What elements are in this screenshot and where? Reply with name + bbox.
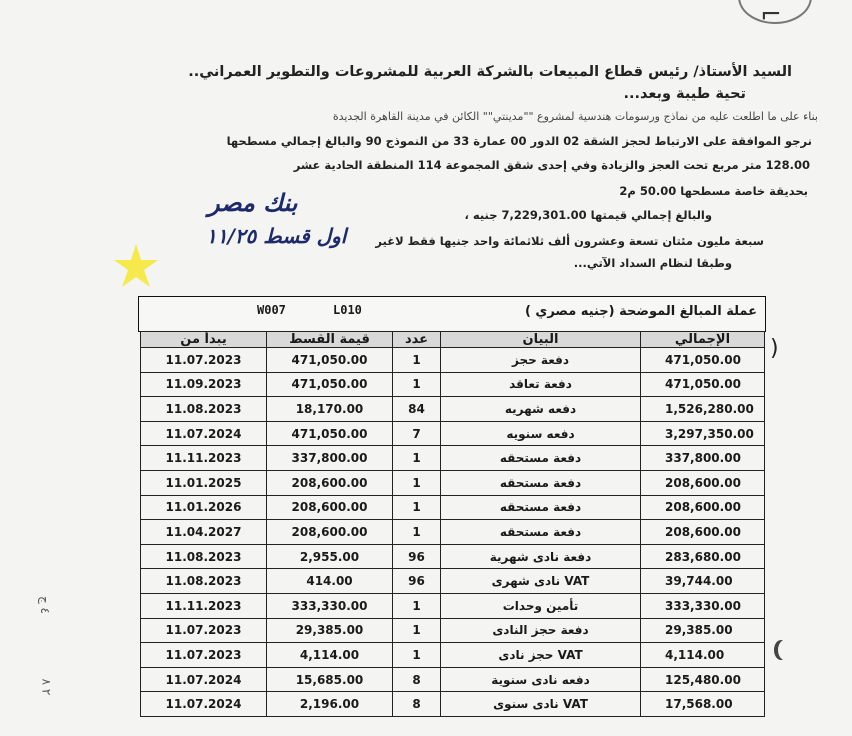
cell-count: 8	[393, 692, 441, 717]
cell-installment-value: 208,600.00	[267, 470, 393, 495]
cell-installment-value: 471,050.00	[267, 372, 393, 397]
cell-description: دفعة مستحقه	[441, 446, 641, 471]
margin-note-bottom: ٢ ٨	[39, 678, 54, 696]
table-row	[141, 593, 765, 618]
cell-count: 1	[393, 348, 441, 373]
letter-line-payment-system: وطبقا لنظام السداد الآتي...	[573, 256, 732, 270]
cell-count: 1	[393, 643, 441, 668]
cell-total: 39,744.00	[641, 569, 765, 594]
table-row	[141, 520, 765, 545]
cell-installment-value: 4,114.00	[267, 643, 393, 668]
cell-start-date: 11.08.2023	[141, 544, 267, 569]
cell-description: دفعة تعاقد	[441, 372, 641, 397]
header-total: الإجمالي	[641, 332, 765, 348]
cell-description: VAT نادى سنوى	[441, 692, 641, 717]
cell-count: 1	[393, 470, 441, 495]
cell-installment-value: 29,385.00	[267, 618, 393, 643]
currency-code-l: L010	[333, 303, 362, 317]
cell-start-date: 11.08.2023	[141, 569, 267, 594]
table-row	[141, 692, 765, 717]
cell-count: 84	[393, 397, 441, 422]
cell-count: 1	[393, 372, 441, 397]
table-row	[141, 446, 765, 471]
table-body	[141, 348, 765, 717]
letter-line-project: بناء على ما اطلعت عليه من نماذج ورسومات هندسية لمشروع ""مدينتي"" الكائن في مدينة القاهرة الجديدة	[332, 110, 818, 123]
cell-total: 283,680.00	[641, 544, 765, 569]
cell-total: 208,600.00	[641, 495, 765, 520]
table-row	[141, 397, 765, 422]
cell-installment-value: 2,196.00	[267, 692, 393, 717]
cell-total: 208,600.00	[641, 520, 765, 545]
cell-description: دفعة حجز	[441, 348, 641, 373]
cell-start-date: 11.07.2023	[141, 643, 267, 668]
cell-description: تأمين وحدات	[441, 593, 641, 618]
highlighter-star-icon	[112, 242, 160, 290]
handwritten-bank-note: بنك مصر	[208, 188, 298, 217]
table-row	[141, 667, 765, 692]
cell-count: 1	[393, 618, 441, 643]
table-row	[141, 618, 765, 643]
crescent-mark	[778, 640, 792, 660]
cell-start-date: 11.08.2023	[141, 397, 267, 422]
cell-description: دفعه سنويه	[441, 421, 641, 446]
letter-addressee: السيد الأستاذ/ رئيس قطاع المبيعات بالشركة العربية للمشروعات والتطوير العمراني..	[188, 64, 792, 80]
header-count: عدد	[393, 332, 441, 348]
cell-description: دفعة مستحقه	[441, 495, 641, 520]
cell-start-date: 11.01.2025	[141, 470, 267, 495]
cell-installment-value: 208,600.00	[267, 520, 393, 545]
cell-total: 3,297,350.00	[641, 421, 765, 446]
cell-installment-value: 18,170.00	[267, 397, 393, 422]
cell-total: 1,526,280.00	[641, 397, 765, 422]
cell-start-date: 11.07.2024	[141, 667, 267, 692]
cell-installment-value: 471,050.00	[267, 348, 393, 373]
side-bracket-mark: )	[770, 336, 779, 361]
margin-note-top: ٤ ج	[38, 595, 53, 615]
cell-total: 125,480.00	[641, 667, 765, 692]
cell-total: 208,600.00	[641, 470, 765, 495]
cell-description: دفعة مستحقه	[441, 470, 641, 495]
table-row	[141, 470, 765, 495]
cell-installment-value: 2,955.00	[267, 544, 393, 569]
currency-box	[138, 296, 766, 332]
table-row	[141, 544, 765, 569]
cell-total: 17,568.00	[641, 692, 765, 717]
cell-installment-value: 333,330.00	[267, 593, 393, 618]
cell-description: دفعه نادى سنوية	[441, 667, 641, 692]
cell-start-date: 11.09.2023	[141, 372, 267, 397]
cell-count: 7	[393, 421, 441, 446]
cell-start-date: 11.07.2023	[141, 618, 267, 643]
table-row	[141, 372, 765, 397]
table-row	[141, 569, 765, 594]
handwritten-installment-note: اول قسط ١١/٢٥	[206, 224, 347, 248]
table-row	[141, 643, 765, 668]
header-description: البيان	[441, 332, 641, 348]
cell-installment-value: 208,600.00	[267, 495, 393, 520]
letter-line-total-words: سبعة مليون مئتان تسعة وعشرون ألف ثلاثمائة واحد جنيها فقط لاغير	[375, 234, 764, 248]
cell-start-date: 11.04.2027	[141, 520, 267, 545]
cell-count: 1	[393, 446, 441, 471]
cell-installment-value: 15,685.00	[267, 667, 393, 692]
cell-count: 1	[393, 495, 441, 520]
cell-count: 96	[393, 569, 441, 594]
cell-total: 4,114.00	[641, 643, 765, 668]
table-header-row	[141, 332, 765, 348]
cell-total: 471,050.00	[641, 372, 765, 397]
cell-installment-value: 471,050.00	[267, 421, 393, 446]
table-row	[141, 348, 765, 373]
cell-total: 29,385.00	[641, 618, 765, 643]
cell-description: دفعه شهريه	[441, 397, 641, 422]
cell-description: دفعة مستحقه	[441, 520, 641, 545]
letter-greeting: تحية طيبة وبعد...	[623, 86, 746, 102]
letter-line-garden: بحديقة خاصة مسطحها 50.00 م2	[619, 184, 808, 198]
cell-start-date: 11.11.2023	[141, 593, 267, 618]
currency-code-w: W007	[257, 303, 286, 317]
table-row	[141, 421, 765, 446]
letter-line-unit: نرجو الموافقة على الارتباط لحجز الشقة 02 الدور 00 عمارة 33 من النموذج 90 والبالغ إجمالي مسطحها	[226, 134, 812, 148]
cell-count: 8	[393, 667, 441, 692]
cell-count: 1	[393, 520, 441, 545]
letter-line-total: والبالغ إجمالي قيمتها 7,229,301.00 جنيه ،	[464, 208, 712, 222]
payment-schedule-table	[140, 331, 765, 717]
cell-total: 333,330.00	[641, 593, 765, 618]
cell-total: 337,800.00	[641, 446, 765, 471]
letter-line-area: 128.00 متر مربع تحت العجز والزيادة وفي إحدى شقق المجموعة 114 المنطقة الحادية عشر	[293, 158, 810, 172]
header-installment-value: قيمة القسط	[267, 332, 393, 348]
table-row	[141, 495, 765, 520]
cell-start-date: 11.11.2023	[141, 446, 267, 471]
cell-total: 471,050.00	[641, 348, 765, 373]
cell-description: VAT حجز نادى	[441, 643, 641, 668]
cell-count: 96	[393, 544, 441, 569]
cell-start-date: 11.07.2023	[141, 348, 267, 373]
cell-start-date: 11.01.2026	[141, 495, 267, 520]
currency-label: عملة المبالغ الموضحة (جنيه مصري )	[524, 304, 757, 319]
cell-start-date: 11.07.2024	[141, 421, 267, 446]
cell-count: 1	[393, 593, 441, 618]
cell-description: دفعة نادى شهرية	[441, 544, 641, 569]
cell-description: VAT نادى شهرى	[441, 569, 641, 594]
cell-start-date: 11.07.2024	[141, 692, 267, 717]
cell-installment-value: 414.00	[267, 569, 393, 594]
header-start-from: يبدأ من	[141, 332, 267, 348]
cell-installment-value: 337,800.00	[267, 446, 393, 471]
cell-description: دفعة حجز النادى	[441, 618, 641, 643]
corner-handwritten-mark: ⌐	[760, 0, 782, 30]
